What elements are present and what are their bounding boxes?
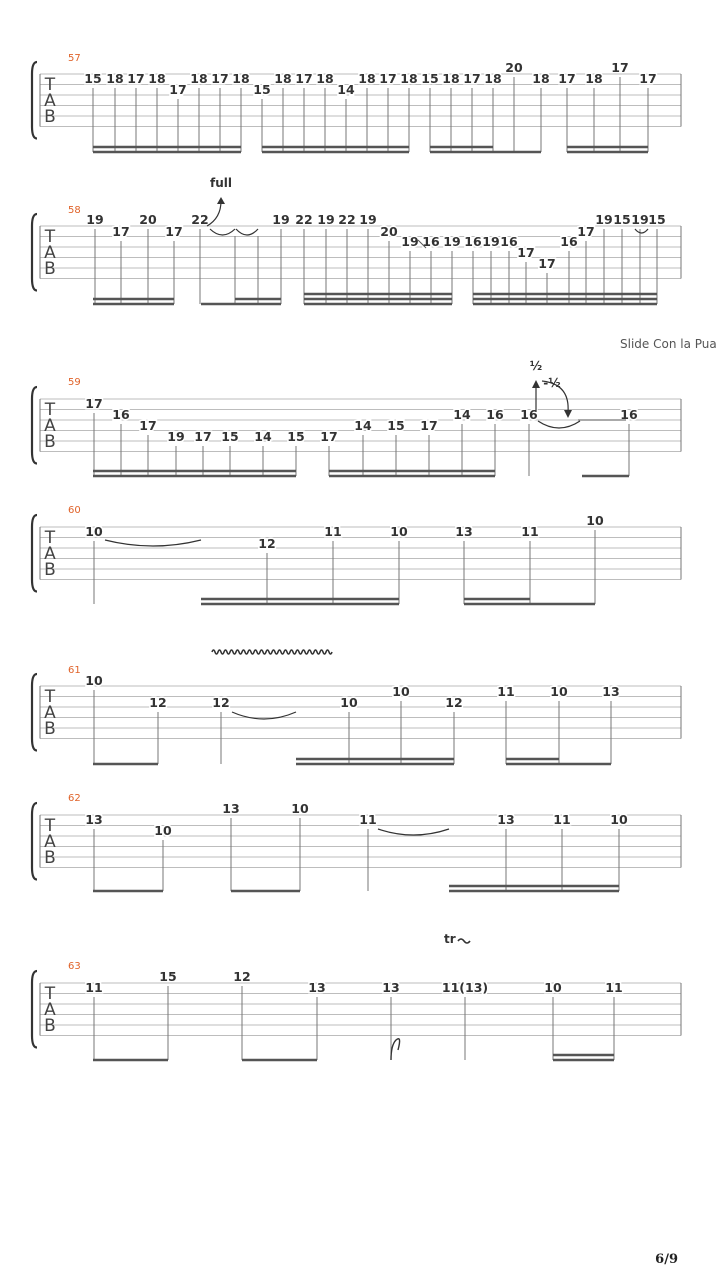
fret-number: 19 [359, 212, 377, 227]
fret-number: 17 [577, 224, 595, 239]
fret-number: 13 [497, 812, 515, 827]
measure-number: 62 [68, 793, 81, 804]
tab-clef-letter: B [44, 848, 56, 868]
release-label: -½ [543, 376, 561, 390]
measure-number: 60 [68, 505, 81, 516]
fret-number: 13 [85, 812, 103, 827]
fret-number: 19 [317, 212, 335, 227]
fret-number: 10 [85, 673, 103, 688]
fret-number: 17 [379, 71, 397, 86]
fret-number: 16 [486, 407, 504, 422]
fret-number: 15 [421, 71, 439, 86]
fret-number: 17 [295, 71, 313, 86]
fret-number: 15 [159, 969, 177, 984]
note-flag [391, 1039, 400, 1060]
fret-number: 16 [520, 407, 538, 422]
fret-number: 12 [149, 695, 167, 710]
fret-number: 15 [387, 418, 405, 433]
bend-curve [207, 201, 221, 226]
trill-label: tr [444, 932, 456, 946]
measure-number: 57 [68, 53, 81, 64]
system-bracket [32, 971, 37, 1048]
fret-number: 11 [324, 524, 342, 539]
tab-clef-letter: A [44, 832, 56, 852]
system-63 [32, 961, 681, 1060]
trill-wave [458, 939, 470, 943]
system-60 [32, 505, 681, 604]
fret-number: 20 [505, 60, 523, 75]
fret-number: 16 [112, 407, 130, 422]
fret-number: 10 [392, 684, 410, 699]
fret-number: 15 [221, 429, 239, 444]
fret-number: 13 [308, 980, 326, 995]
fret-number: 19 [401, 234, 419, 249]
fret-number: 19 [272, 212, 290, 227]
fret-number: 20 [139, 212, 157, 227]
fret-number: 18 [190, 71, 208, 86]
system-bracket [32, 387, 37, 464]
fret-number: 12 [445, 695, 463, 710]
fret-number: 18 [532, 71, 550, 86]
fret-number: 11(13) [441, 980, 489, 995]
system-62 [32, 793, 681, 891]
fret-number: 13 [455, 524, 473, 539]
fret-number: 18 [148, 71, 166, 86]
fret-number: 16 [464, 234, 482, 249]
tab-clef-letter: A [44, 544, 56, 564]
fret-number: 18 [316, 71, 334, 86]
fret-number: 12 [233, 969, 251, 984]
tab-clef-letter: T [44, 400, 56, 420]
fret-number: 17 [169, 82, 187, 97]
measure-number: 63 [68, 961, 81, 972]
fret-number: 17 [611, 60, 629, 75]
fret-number: 22 [295, 212, 313, 227]
fret-number: 14 [453, 407, 471, 422]
fret-number: 11 [553, 812, 571, 827]
fret-number: 17 [517, 245, 535, 260]
fret-number: 11 [521, 524, 539, 539]
tie-arc [538, 421, 580, 428]
bend-full-label: full [210, 176, 232, 190]
fret-number: 14 [354, 418, 372, 433]
tab-clef-letter: B [44, 719, 56, 739]
tie-arc [105, 540, 201, 546]
release-arrow [564, 410, 572, 418]
system-58 [32, 205, 681, 304]
system-bracket [32, 674, 37, 751]
fret-number: 15 [253, 82, 271, 97]
fret-number: 10 [340, 695, 358, 710]
tab-clef-letter: A [44, 91, 56, 111]
fret-number: 14 [337, 82, 355, 97]
fret-number: 12 [212, 695, 230, 710]
fret-number: 13 [602, 684, 620, 699]
system-61 [32, 665, 681, 764]
fret-number: 18 [358, 71, 376, 86]
tab-clef-letter: A [44, 416, 56, 436]
fret-number: 17 [127, 71, 145, 86]
fret-number: 10 [544, 980, 562, 995]
fret-number: 19 [482, 234, 500, 249]
tab-clef-letter: A [44, 1000, 56, 1020]
fret-number: 17 [194, 429, 212, 444]
tab-clef-letter: T [44, 816, 56, 836]
fret-number: 11 [359, 812, 377, 827]
measure-number: 59 [68, 377, 81, 388]
fret-number: 14 [254, 429, 272, 444]
fret-number: 17 [211, 71, 229, 86]
fret-number: 17 [320, 429, 338, 444]
fret-number: 18 [232, 71, 250, 86]
fret-number: 18 [400, 71, 418, 86]
tab-clef-letter: T [44, 75, 56, 95]
fret-number: 18 [442, 71, 460, 86]
fret-number: 10 [291, 801, 309, 816]
system-57 [32, 53, 681, 152]
fret-number: 18 [484, 71, 502, 86]
fret-number: 22 [191, 212, 209, 227]
tab-clef-letter: B [44, 432, 56, 452]
tab-clef-letter: A [44, 703, 56, 723]
fret-number: 10 [586, 513, 604, 528]
fret-number: 15 [287, 429, 305, 444]
fret-number: 10 [85, 524, 103, 539]
tab-clef-letter: T [44, 227, 56, 247]
tab-clef-letter: B [44, 259, 56, 279]
fret-number: 19 [631, 212, 649, 227]
half-bend-label: ½ [529, 359, 543, 373]
fret-number: 13 [382, 980, 400, 995]
page-number-text: 6/9 [655, 1252, 678, 1267]
tab-clef-letter: T [44, 687, 56, 707]
fret-number: 10 [550, 684, 568, 699]
fret-number: 16 [500, 234, 518, 249]
vibrato-line [212, 650, 332, 654]
fret-number: 18 [274, 71, 292, 86]
fret-number: 17 [85, 396, 103, 411]
system-bracket [32, 803, 37, 880]
fret-number: 11 [85, 980, 103, 995]
fret-number: 16 [560, 234, 578, 249]
fret-number: 15 [84, 71, 102, 86]
fret-number: 10 [610, 812, 628, 827]
fret-number: 19 [86, 212, 104, 227]
fret-number: 19 [443, 234, 461, 249]
tie-arc [635, 229, 648, 233]
fret-number: 17 [463, 71, 481, 86]
fret-number: 20 [380, 224, 398, 239]
fret-number: 15 [648, 212, 666, 227]
measure-number: 61 [68, 665, 81, 676]
fret-number: 18 [585, 71, 603, 86]
fret-number: 17 [420, 418, 438, 433]
fret-number: 16 [422, 234, 440, 249]
fret-number: 19 [167, 429, 185, 444]
tab-clef-letter: B [44, 107, 56, 127]
fret-number: 17 [558, 71, 576, 86]
fret-number: 11 [605, 980, 623, 995]
fret-number: 22 [338, 212, 356, 227]
system-59 [32, 377, 681, 476]
fret-number: 17 [139, 418, 157, 433]
bend-arrow [217, 197, 225, 204]
fret-number: 18 [106, 71, 124, 86]
tab-clef-letter: T [44, 984, 56, 1004]
tab-clef-letter: T [44, 528, 56, 548]
fret-number: 12 [258, 536, 276, 551]
system-bracket [32, 515, 37, 592]
slide-pick-label: Slide Con la Pua [620, 337, 717, 351]
fret-number: 15 [613, 212, 631, 227]
fret-number: 17 [538, 256, 556, 271]
fret-number: 11 [497, 684, 515, 699]
tie-arc [210, 229, 235, 235]
tie-arc [236, 229, 258, 235]
tab-clef-letter: B [44, 560, 56, 580]
fret-number: 17 [639, 71, 657, 86]
tab-clef-letter: B [44, 1016, 56, 1036]
tie-arc [378, 829, 449, 835]
fret-number: 17 [165, 224, 183, 239]
measure-number: 58 [68, 205, 81, 216]
fret-number: 16 [620, 407, 638, 422]
tab-clef-letter: A [44, 243, 56, 263]
fret-number: 19 [595, 212, 613, 227]
fret-number: 10 [154, 823, 172, 838]
bend-up-arrow [532, 380, 540, 388]
fret-number: 13 [222, 801, 240, 816]
fret-number: 17 [112, 224, 130, 239]
system-bracket [32, 214, 37, 291]
system-bracket [32, 62, 37, 139]
fret-number: 10 [390, 524, 408, 539]
